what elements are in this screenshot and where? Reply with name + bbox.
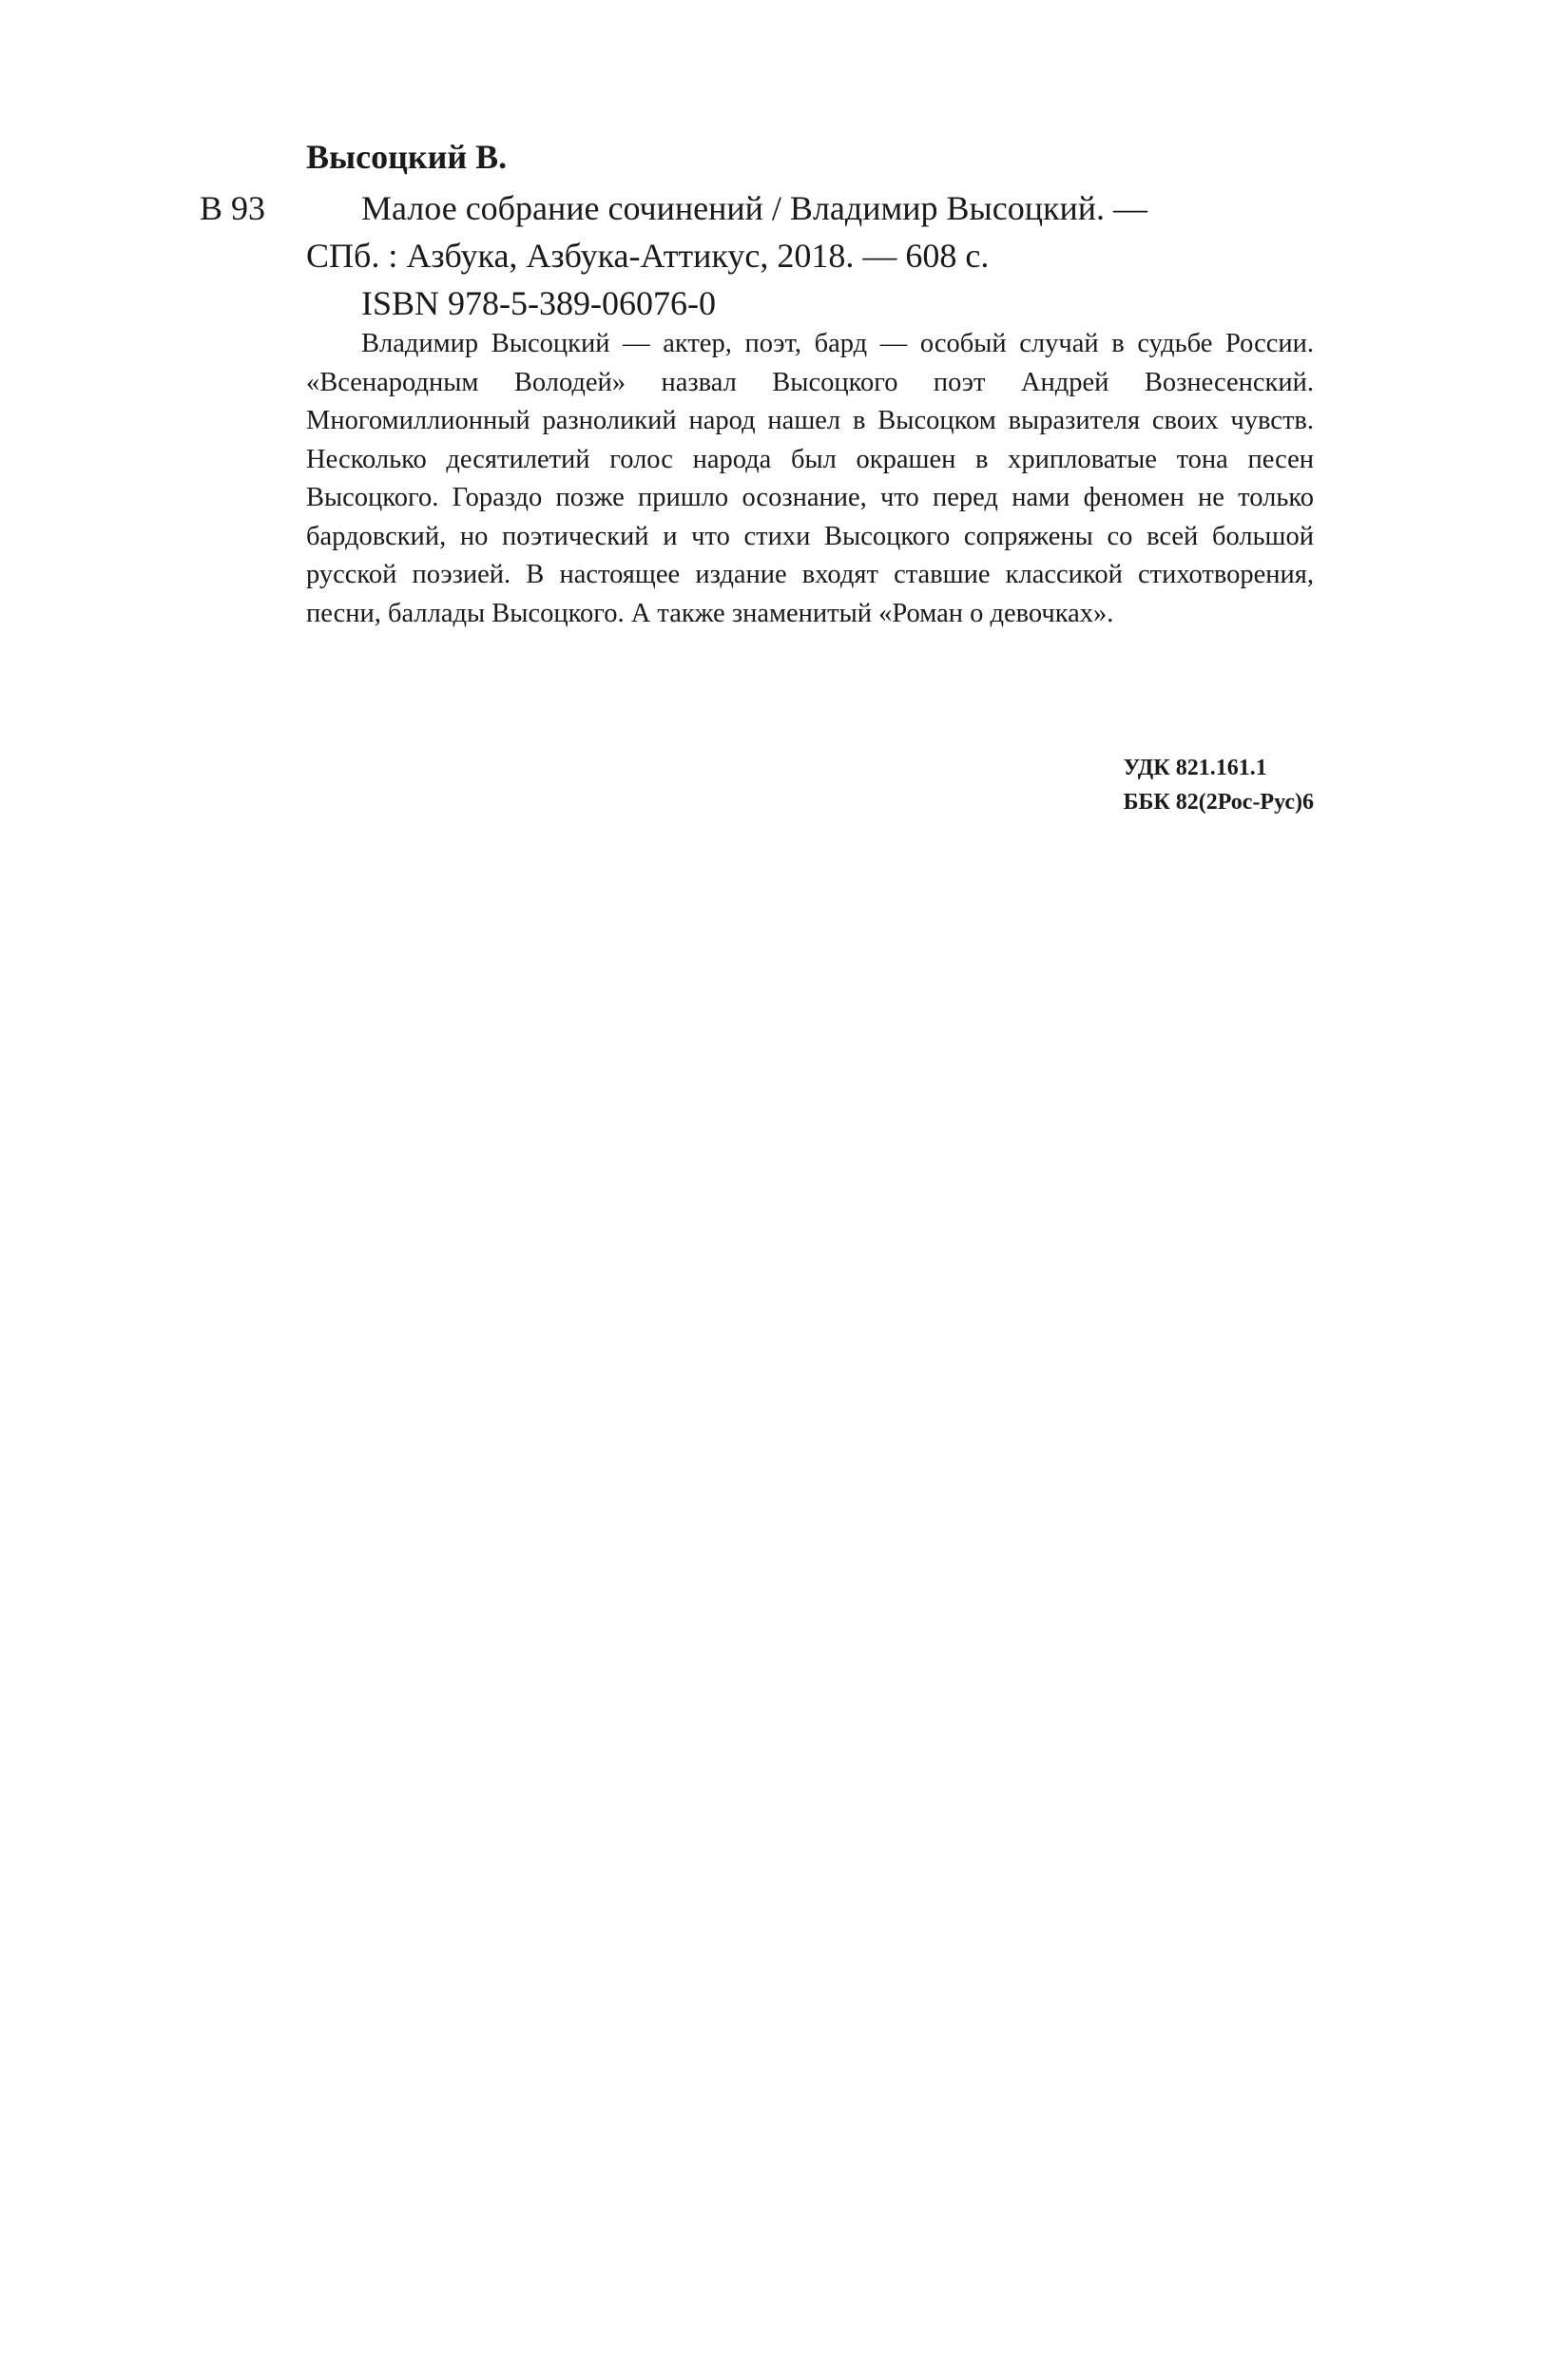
isbn-number: ISBN 978-5-389-06076-0 bbox=[361, 284, 716, 322]
title-statement: Малое собрание сочинений / Владимир Высоцкий. — bbox=[361, 189, 1147, 227]
author-heading: Высоцкий В. bbox=[306, 138, 508, 176]
annotation-paragraph: Владимир Высоцкий — актер, поэт, бард — особый случай в судьбе России. «Всенародным Володей» назвал Высоцкого поэт Андрей Вознесенский. Многомиллионный разноликий народ нашел в Высоцком выразителя своих чувств. Несколько десятилетий голос народа был окрашен в хрипловатые тона песен Высоцкого. Гораздо позже пришло осознание, что перед нами феномен не только бардовский, но поэтический и что стихи Высоцкого сопряжены со всей большой русской поэзией. В настоящее издание входят ставшие классикой стихотворения, песни, баллады Высоцкого. А также знаменитый «Роман о девочках». bbox=[306, 329, 1314, 628]
author-mark-code: В 93 bbox=[200, 189, 266, 227]
publication-statement: СПб. : Азбука, Азбука-Аттикус, 2018. — 608 с. bbox=[306, 237, 990, 275]
udk-code: УДК 821.161.1 bbox=[1123, 756, 1267, 780]
bbk-code: ББК 82(2Рос-Рус)6 bbox=[1123, 790, 1314, 815]
bibliographic-description bbox=[306, 184, 1314, 327]
classification-codes bbox=[1124, 751, 1314, 819]
